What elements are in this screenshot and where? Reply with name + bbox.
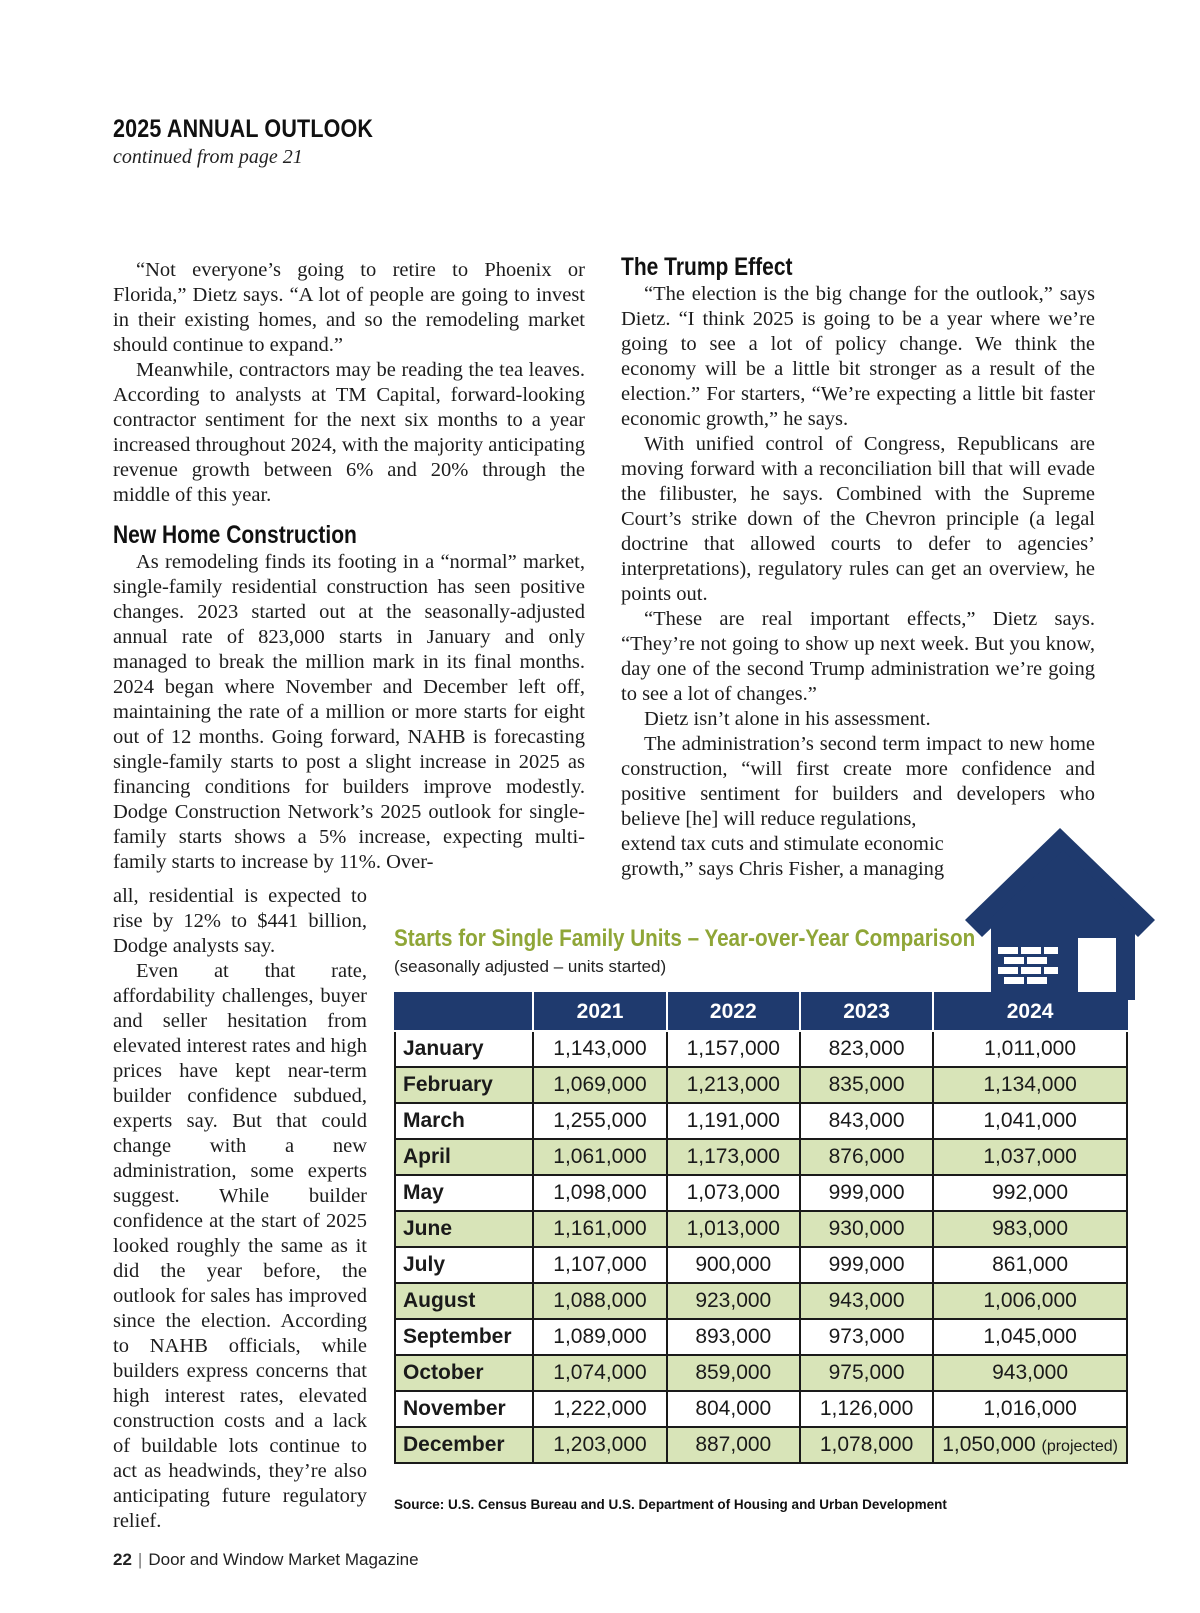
value-cell: 1,161,000: [533, 1211, 666, 1247]
value-cell: 1,222,000: [533, 1391, 666, 1427]
paragraph: As remodeling finds its footing in a “normal” market, single-family residential construction has seen positive changes. 2023 started out at the seasonally-adjusted annual rate of 823,000 starts in January and only managed to break the million mark in its final months. 2024 began where November and December left off, maintaining the rate of a million or more starts for eight out of 12 months. Going forward, NAHB is forecasting single-family starts to post a slight increase in 2025 as financing conditions for builders improve modestly. Dodge Construction Network’s 2025 outlook for single-family starts shows a 5% increase, expecting multi-family starts to increase by 11%. Over-: [113, 551, 585, 873]
header-year: 2022: [667, 993, 800, 1031]
month-cell: June: [395, 1211, 533, 1247]
header-year: 2021: [533, 993, 666, 1031]
value-cell: 973,000: [800, 1319, 933, 1355]
value-cell: 1,074,000: [533, 1355, 666, 1391]
text-line: extend tax cuts and stimulate economic: [621, 833, 944, 855]
paragraph: The administration’s second term impact to new home construction, “will first create more confidence and positive sentiment for builders and developers who believe [he] will reduce regulations,: [621, 733, 1095, 830]
value-cell: 975,000: [800, 1355, 933, 1391]
left-column-narrow: [113, 884, 367, 1534]
month-cell: February: [395, 1067, 533, 1103]
month-cell: May: [395, 1175, 533, 1211]
table-row: [395, 1175, 1127, 1211]
value-cell: 943,000: [933, 1355, 1127, 1391]
table-row: [395, 1031, 1127, 1067]
value-cell: 1,078,000: [800, 1427, 933, 1463]
paragraph: Meanwhile, contractors may be reading the tea leaves. According to analysts at TM Capital, forward-looking contractor sentiment for the next six months to a year increased throughout 2024, with the majority anticipating revenue growth between 6% and 20% through the middle of this year.: [113, 359, 585, 506]
heading-new-home-construction: New Home Construction: [113, 521, 357, 549]
value-cell: 999,000: [800, 1175, 933, 1211]
value-cell: 1,255,000: [533, 1103, 666, 1139]
month-cell: January: [395, 1031, 533, 1067]
value-cell: 1,041,000: [933, 1103, 1127, 1139]
value-cell: 1,073,000: [667, 1175, 800, 1211]
value-cell: 930,000: [800, 1211, 933, 1247]
paragraph: “The election is the big change for the outlook,” says Dietz. “I think 2025 is going to be a year where we’re going to see a lot of policy change. We think the economy will be a little bit stronger as a result of the election.” For starters, “We’re expecting a little bit faster economic growth,” he says.: [621, 283, 1095, 430]
value-cell: 923,000: [667, 1283, 800, 1319]
heading-trump-effect: The Trump Effect: [621, 253, 793, 281]
header-corner: [395, 993, 533, 1031]
value-cell: 893,000: [667, 1319, 800, 1355]
section-title: 2025 ANNUAL OUTLOOK: [113, 115, 374, 143]
house-icon: [960, 820, 1160, 1000]
table-subtitle: (seasonally adjusted – units started): [394, 957, 667, 976]
value-cell: 843,000: [800, 1103, 933, 1139]
value-cell: 1,088,000: [533, 1283, 666, 1319]
month-cell: July: [395, 1247, 533, 1283]
table-source: Source: U.S. Census Bureau and U.S. Department of Housing and Urban Development: [394, 1497, 947, 1512]
table-row: [395, 1103, 1127, 1139]
value-cell: 999,000: [800, 1247, 933, 1283]
text-line: growth,” says Chris Fisher, a managing: [621, 858, 945, 880]
value-cell: 835,000: [800, 1067, 933, 1103]
table-row: [395, 1391, 1127, 1427]
month-cell: December: [395, 1427, 533, 1463]
value-cell: 1,157,000: [667, 1031, 800, 1067]
table-row: [395, 1319, 1127, 1355]
value-cell: 1,203,000: [533, 1427, 666, 1463]
table-row: [395, 1139, 1127, 1175]
value-cell: 1,011,000: [933, 1031, 1127, 1067]
table-row: [395, 1067, 1127, 1103]
table-title: Starts for Single Family Units – Year-over-Year Comparison: [394, 925, 976, 952]
value-cell: 859,000: [667, 1355, 800, 1391]
value-cell: 983,000: [933, 1211, 1127, 1247]
month-cell: October: [395, 1355, 533, 1391]
paragraph: With unified control of Congress, Republicans are moving forward with a reconciliation bill that will evade the filibuster, he says. Combined with the Supreme Court’s strike down of the Chevron principle (a legal doctrine that allowed courts to defer to agencies’ interpretations), regulatory rules can get an overview, he points out.: [621, 433, 1095, 605]
value-cell: 1,006,000: [933, 1283, 1127, 1319]
value-cell: 1,126,000: [800, 1391, 933, 1427]
table-row: [395, 1247, 1127, 1283]
table-header-row: [395, 993, 1127, 1031]
footer-separator: |: [137, 1550, 143, 1569]
value-cell: 1,016,000: [933, 1391, 1127, 1427]
value-cell: 1,089,000: [533, 1319, 666, 1355]
value-cell: 876,000: [800, 1139, 933, 1175]
value-cell: 900,000: [667, 1247, 800, 1283]
value-cell: 992,000: [933, 1175, 1127, 1211]
value-cell: 1,143,000: [533, 1031, 666, 1067]
projected-note: (projected): [1041, 1438, 1118, 1455]
value-cell: 1,173,000: [667, 1139, 800, 1175]
value-cell: 943,000: [800, 1283, 933, 1319]
month-cell: March: [395, 1103, 533, 1139]
value-cell: 861,000: [933, 1247, 1127, 1283]
paragraph: “Not everyone’s going to retire to Phoenix or Florida,” Dietz says. “A lot of people are going to invest in their existing homes, and so the remodeling market should continue to expand.”: [113, 259, 585, 356]
value-cell: 1,134,000: [933, 1067, 1127, 1103]
page-footer: [113, 1550, 419, 1570]
paragraph: all, residential is expected to rise by 12% to $441 billion, Dodge analysts say.: [113, 885, 367, 957]
continued-note: continued from page 21: [113, 146, 303, 168]
month-cell: August: [395, 1283, 533, 1319]
value-cell: 1,191,000: [667, 1103, 800, 1139]
page-number: 22: [113, 1550, 132, 1569]
starts-table: [394, 992, 1128, 1464]
table-row: [395, 1283, 1127, 1319]
magazine-name: Door and Window Market Magazine: [148, 1550, 419, 1569]
month-cell: April: [395, 1139, 533, 1175]
value-cell: 1,037,000: [933, 1139, 1127, 1175]
header-year: 2024: [933, 993, 1127, 1031]
paragraph: Even at that rate, affordability challenges, buyer and seller hesitation from elevated interest rates and high prices have kept near-term builder confidence subdued, experts say. But that could change with a new administration, some experts suggest. While builder confidence at the start of 2025 looked roughly the same as it did the year before, the outlook for sales has improved since the election. According to NAHB officials, while builders express concerns that high interest rates, elevated construction costs and a lack of buildable lots continue to act as headwinds, they’re also anticipating future regulatory relief.: [113, 960, 367, 1532]
value-cell: 804,000: [667, 1391, 800, 1427]
header-year: 2023: [800, 993, 933, 1031]
right-column: [621, 252, 1095, 882]
value-cell: 1,013,000: [667, 1211, 800, 1247]
month-cell: November: [395, 1391, 533, 1427]
value-text: 1,050,000: [942, 1433, 1036, 1456]
value-cell: 887,000: [667, 1427, 800, 1463]
paragraph: Dietz isn’t alone in his assessment.: [644, 708, 931, 730]
table-row: [395, 1211, 1127, 1247]
value-cell: 1,045,000: [933, 1319, 1127, 1355]
month-cell: September: [395, 1319, 533, 1355]
table-row: [395, 1355, 1127, 1391]
value-cell: 1,061,000: [533, 1139, 666, 1175]
value-cell: 1,069,000: [533, 1067, 666, 1103]
left-column: [113, 258, 585, 875]
table-row: [395, 1427, 1127, 1463]
value-cell: [933, 1427, 1127, 1463]
value-cell: 823,000: [800, 1031, 933, 1067]
value-cell: 1,107,000: [533, 1247, 666, 1283]
value-cell: 1,213,000: [667, 1067, 800, 1103]
paragraph: “These are real important effects,” Dietz says. “They’re not going to show up next week. But you know, day one of the second Trump administration we’re going to see a lot of changes.”: [621, 608, 1095, 705]
value-cell: 1,098,000: [533, 1175, 666, 1211]
